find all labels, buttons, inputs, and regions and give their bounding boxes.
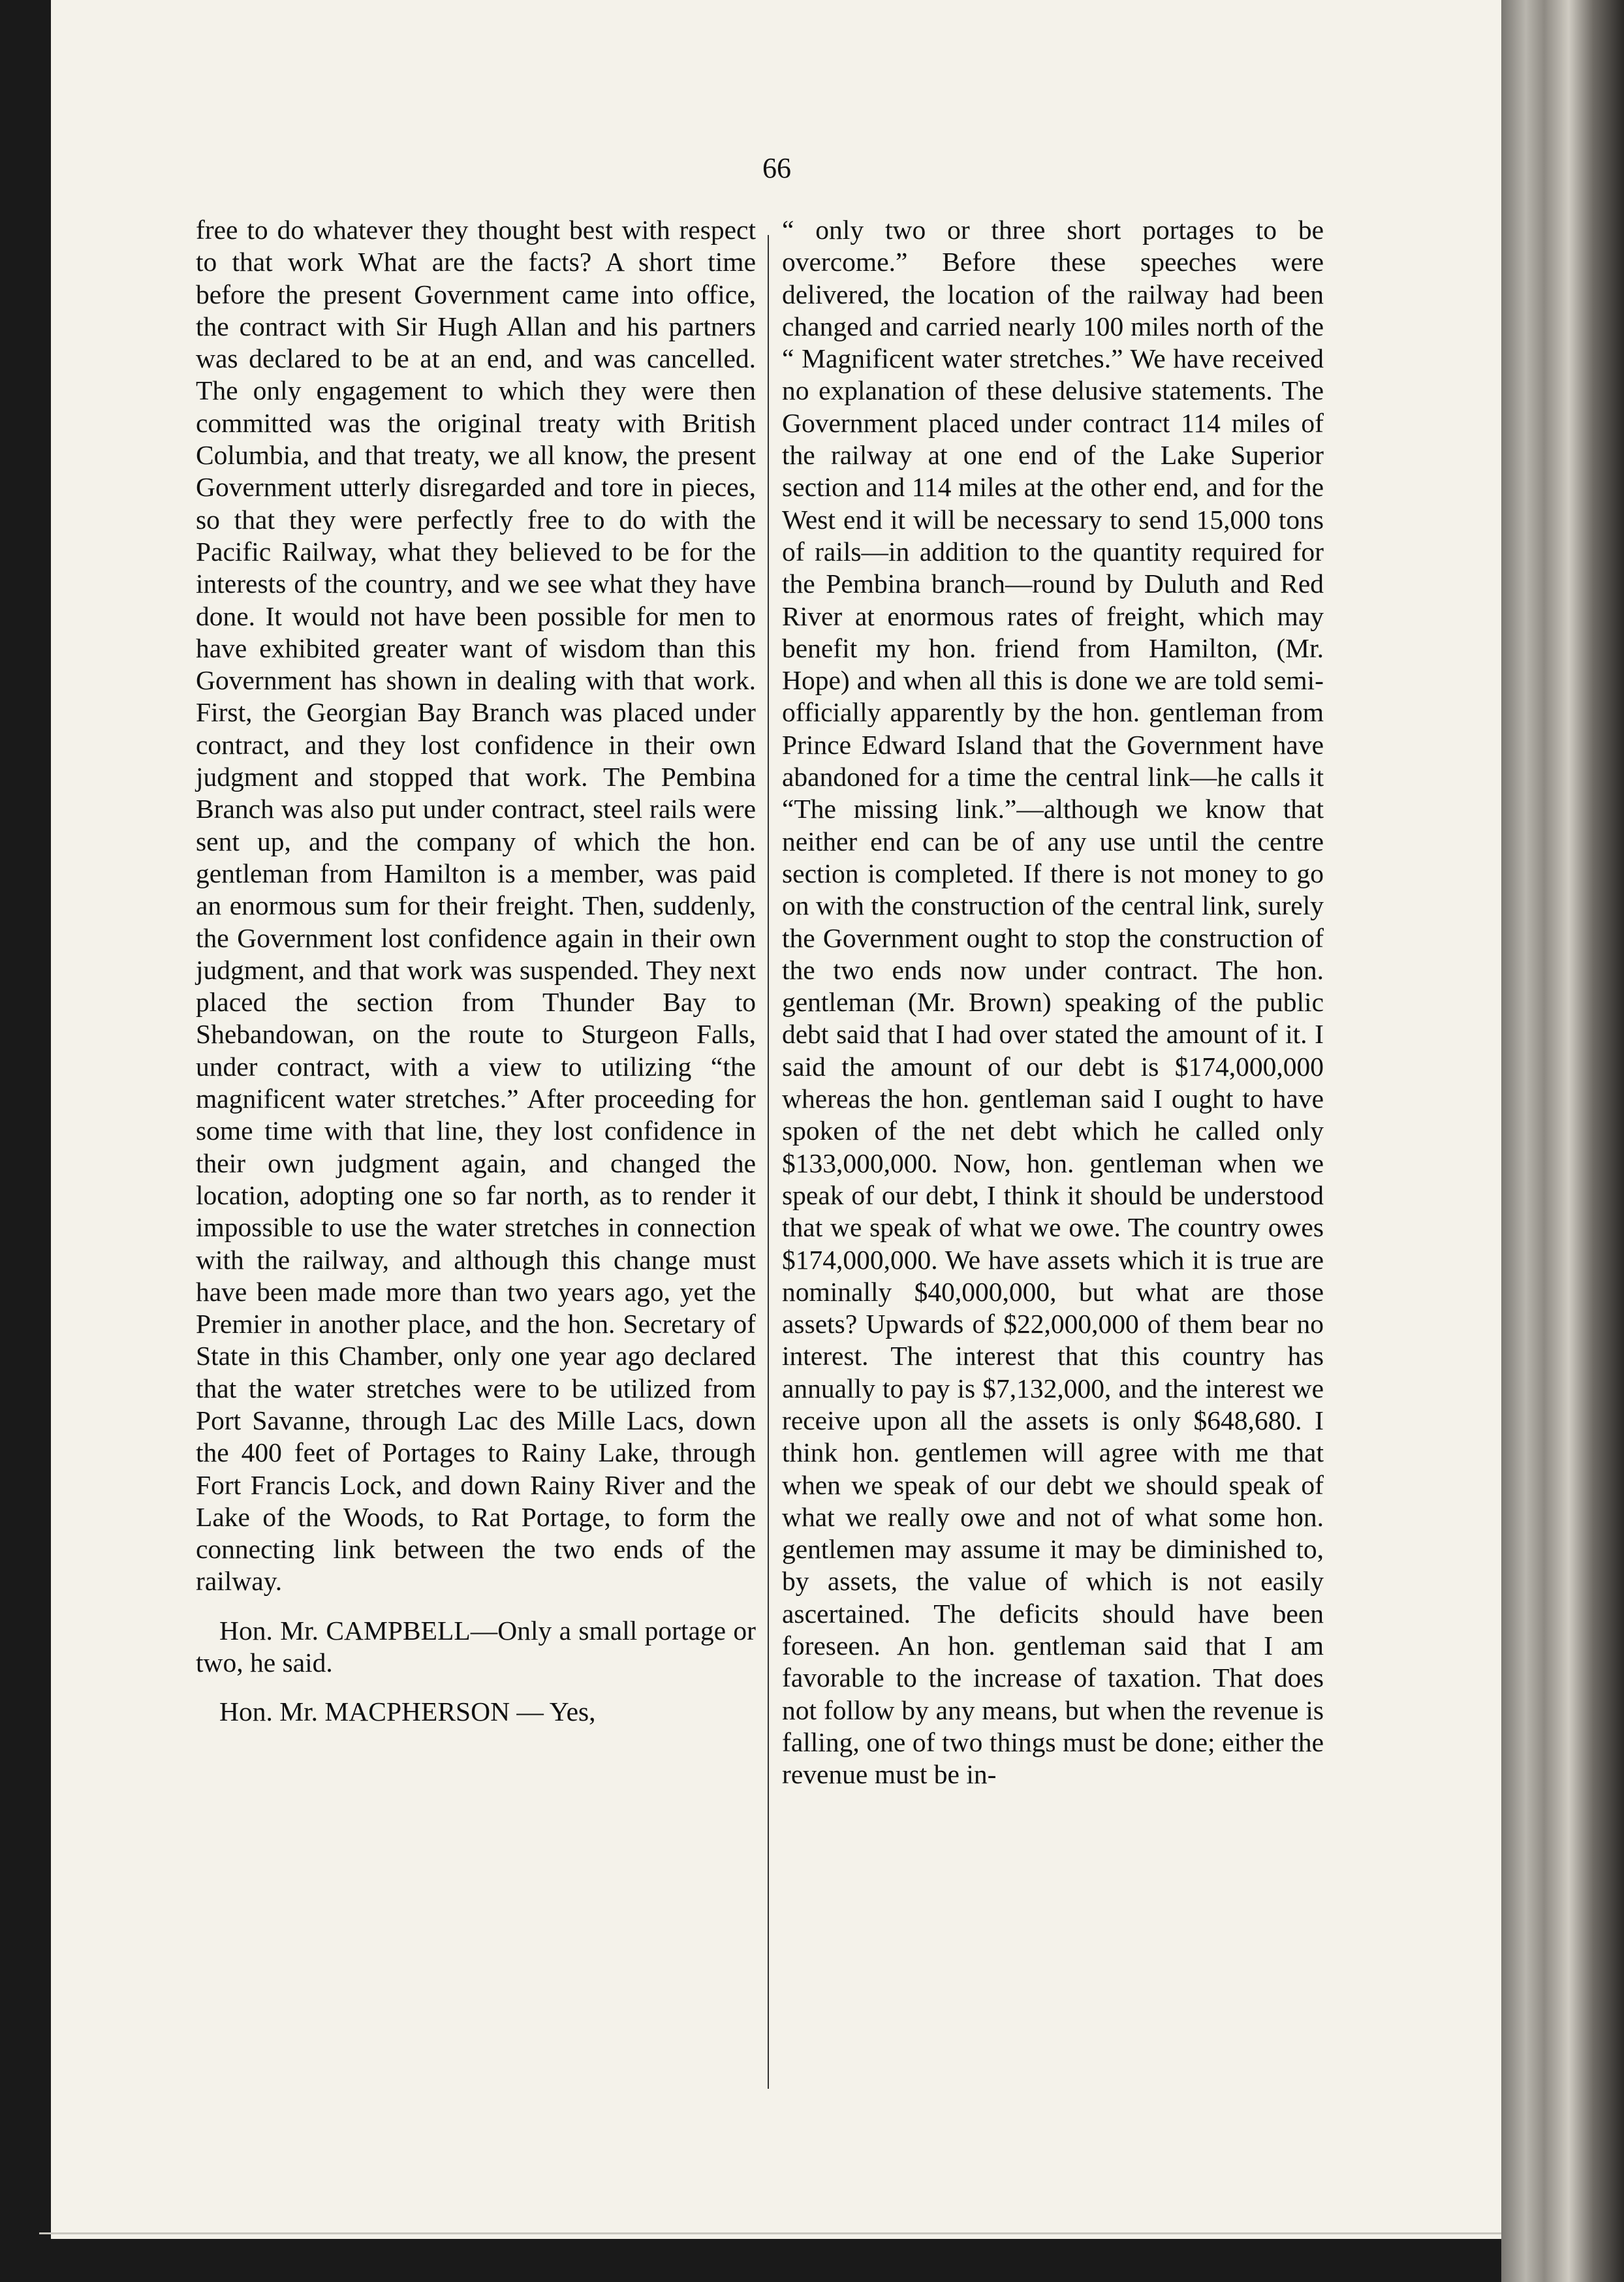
right-paragraph-1: “ only two or three short portages to be overcome.” Before these speeches were delivered, the location of the railway had been changed and carried nearly 100 miles north of the “ Magnificent water stretches.” We have received no explanation of these delusive statements. The Government placed under contract 114 miles of the railway at one end of the Lake Superior section and 114 miles at the other end, and for the West end it will be necessary to send 15,000 tons of rails—in addition to the quantity required for the Pembina branch—round by Duluth and Red River at enormous rates of freight, which may benefit my hon. friend from Hamilton, (Mr. Hope) and when all this is done we are told semi-officially apparently by the hon. gentleman from Prince Edward Island that the Government have abandoned for a time the central link—he calls it “The missing link.”—although we know that neither end can be of any use until the centre section is completed. If there is not money to go on with the construction of the central link, surely the Government ought to stop the construction of the two ends now under contract. The hon. gentleman (Mr. Brown) speaking of the public debt said that I had over stated the amount of it. I said the amount of our debt is $174,000,000 whereas the hon. gentleman said I ought to have spoken of the net debt which he called only $133,000,000. Now, hon. gentleman when we speak of our debt, I think it should be understood that we speak of what we owe. The country owes $174,000,000. We have assets which it is true are nominally $40,000,000, but what are those assets? Upwards of $22,000,000 of them bear no interest. The interest that this country has annually to pay is $7,132,000, and the interest we receive upon all the assets is only $648,680. I think hon. gentlemen will agree with me that when we speak of our debt we should speak of what we really owe and not of what some hon. gentlemen may assume it may be diminished to, by assets, the value of which is not easily ascertained. The deficits should have been foreseen. An hon. gentleman said that I am favorable to the increase of taxation. That does not follow by any means, but when the revenue is falling, one of two things must be done; either the revenue must be in- [782, 215, 1324, 1790]
page-edge-shadow [1501, 0, 1624, 2282]
column-divider [768, 235, 769, 2089]
left-paragraph-1: free to do whatever they thought best with respect to that work What are the facts? A short time before the present Government came into office, the contract with Sir Hugh Allan and his partners was declared to be at an end, and was cancelled. The only engagement to which they were then committed was the original treaty with British Columbia, and that treaty, we all know, the present Government utterly disregarded and tore in pieces, so that they were perfectly free to do with the Pacific Railway, what they believed to be for the interests of the country, and we see what they have done. It would not have been possible for men to have exhibited greater want of wisdom than this Government has shown in dealing with that work. First, the Georgian Bay Branch was placed under contract, and they lost confidence in their own judgment and stopped that work. The Pembina Branch was also put under contract, steel rails were sent up, and the company of which the hon. gentleman from Hamilton is a member, was paid an enormous sum for their freight. Then, suddenly, the Government lost confidence again in their own judgment, and that work was suspended. They next placed the section from Thunder Bay to Shebandowan, on the route to Sturgeon Falls, under contract, with a view to utilizing “the magnificent water stretches.” After proceeding for some time with that line, they lost confidence in their own judgment again, and changed the location, adopting one so far north, as to render it impossible to use the water stretches in connection with the railway, and although this change must have been made more than two years ago, yet the Premier in another place, and the hon. Secretary of State in this Chamber, only one year ago declared that the water stretches were to be utilized from Port Savanne, through Lac des Mille Lacs, down the 400 feet of Portages to Rainy Lake, through Fort Francis Lock, and down Rainy River and the Lake of the Woods, to Rat Portage, to form the connecting link between the two ends of the railway. [196, 215, 756, 1597]
right-column [782, 214, 1324, 1791]
left-paragraph-3: Hon. Mr. MACPHERSON — Yes, [219, 1696, 596, 1727]
stacked-page-edges [39, 2232, 1501, 2245]
left-paragraph-2: Hon. Mr. CAMPBELL—Only a small portage or two, he said. [196, 1615, 756, 1678]
left-column [196, 214, 756, 1728]
page-number: 66 [762, 152, 791, 184]
